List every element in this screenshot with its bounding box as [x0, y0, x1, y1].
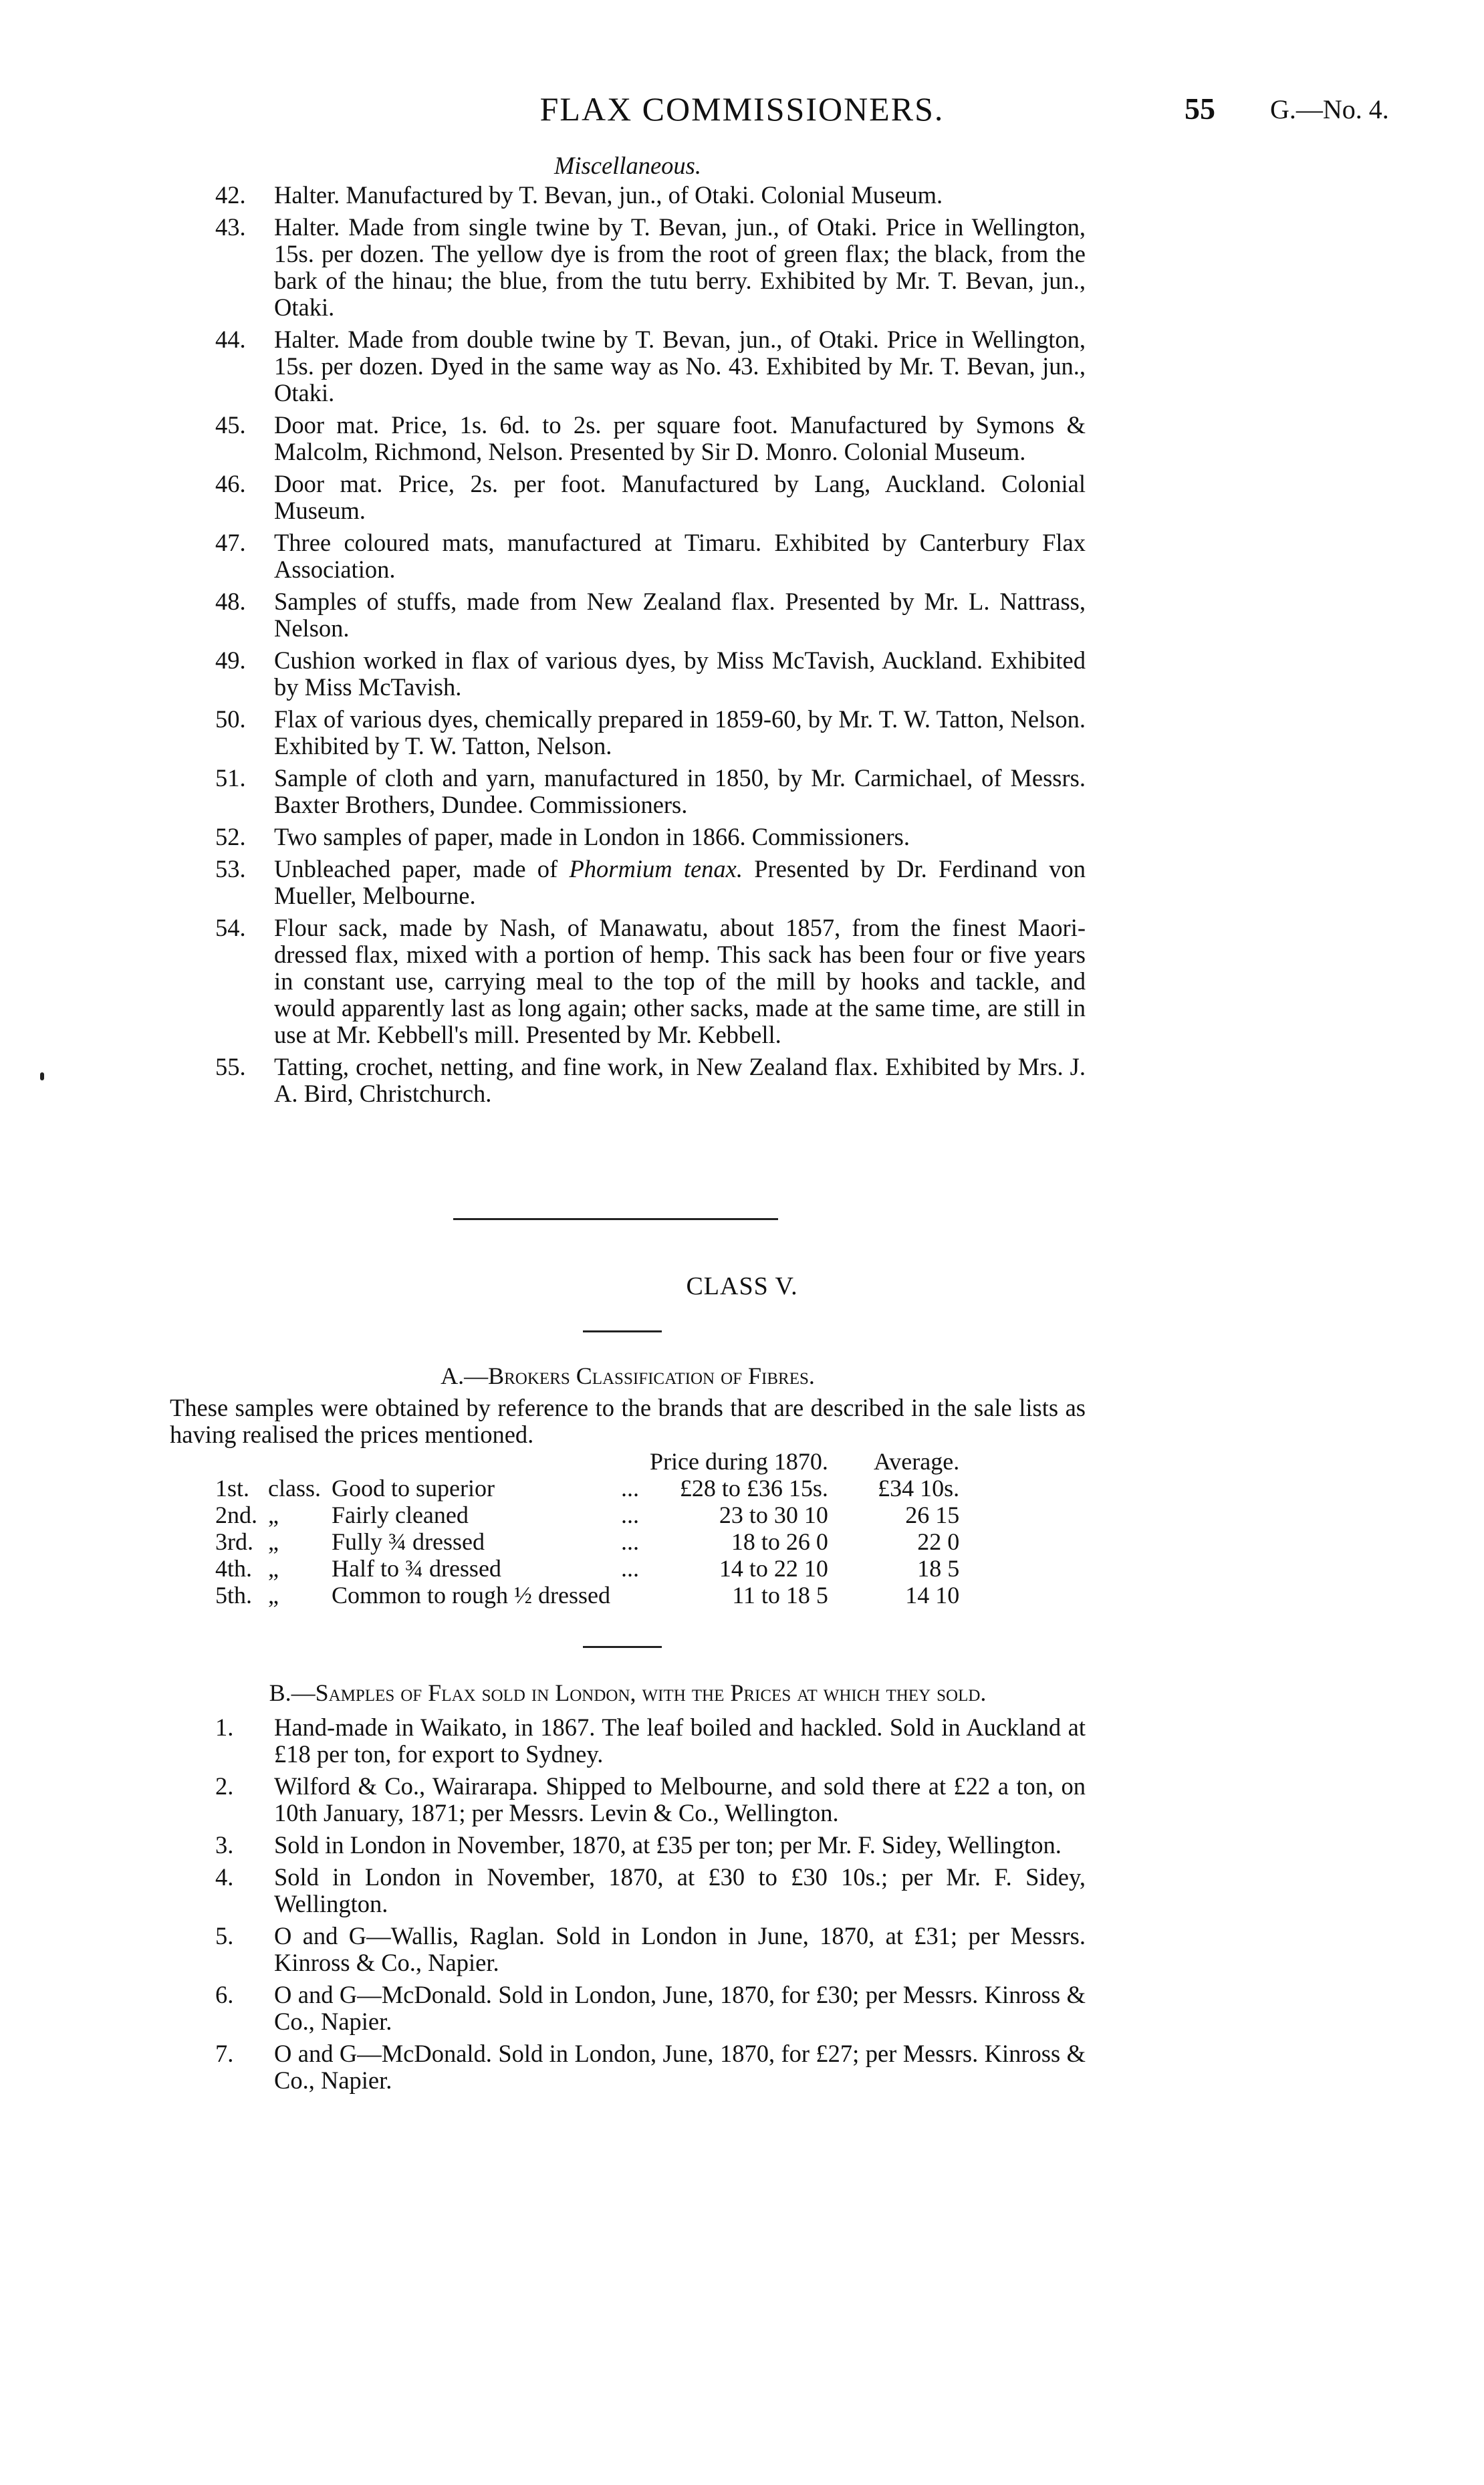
table-row: 5th. „ Common to rough ½ dressed 11 to 18 5 14 10 — [215, 1582, 960, 1609]
table-row: 4th. „ Half to ¾ dressed ... 14 to 22 10 18 5 — [215, 1555, 960, 1582]
list-item: 48. Samples of stuffs, made from New Zealand flax. Presented by Mr. L. Nattrass, Nelson. — [215, 588, 1086, 642]
section-a — [170, 1363, 1086, 1609]
price-column-header: Price during 1870. — [649, 1448, 828, 1475]
table-row: 3rd. „ Fully ¾ dressed ... 18 to 26 0 22 0 — [215, 1528, 960, 1555]
list-item: 1. Hand-made in Waikato, in 1867. The leaf boiled and hackled. Sold in Auckland at £18 per ton, for export to Sydney. — [215, 1713, 1086, 1768]
list-item: 49. Cushion worked in flax of various dyes, by Miss McTavish, Auckland. Exhibited by Miss McTavish. — [215, 646, 1086, 701]
section-b-list — [170, 1714, 1086, 2094]
list-item: 45. Door mat. Price, 1s. 6d. to 2s. per square foot. Manufactured by Symons & Malcolm, Richmond, Nelson. Presented by Sir D. Monro. Colonial Museum. — [215, 411, 1086, 465]
misc-section — [170, 152, 1086, 1112]
list-item: 2. Wilford & Co., Wairarapa. Shipped to Melbourne, and sold there at £22 a ton, on 10th January, 1871; per Messrs. Levin & Co., Wellington. — [215, 1772, 1086, 1826]
list-item: 52. Two samples of paper, made in London in 1866. Commissioners. — [215, 823, 910, 850]
list-item: 50. Flax of various dyes, chemically prepared in 1859-60, by Mr. T. W. Tatton, Nelson. Exhibited by T. W. Tatton, Nelson. — [215, 705, 1086, 759]
class-underline — [583, 1330, 662, 1332]
section-b — [170, 1679, 1086, 2099]
list-item: 51. Sample of cloth and yarn, manufactured in 1850, by Mr. Carmichael, of Messrs. Baxter Brothers, Dundee. Commissioners. — [215, 764, 1086, 818]
table-divider — [583, 1646, 662, 1648]
table-row: 2nd. „ Fairly cleaned ... 23 to 30 10 26 15 — [215, 1502, 960, 1528]
list-item: 44. Halter. Made from double twine by T. Bevan, jun., of Otaki. Price in Wellington, 15s. per dozen. Dyed in the same way as No. 43. Exhibited by Mr. T. Bevan, jun., Otaki. — [215, 326, 1086, 406]
list-item: 6. O and G—McDonald. Sold in London, June, 1870, for £30; per Messrs. Kinross & Co., Napier. — [215, 1981, 1086, 2035]
class-title: CLASS V. — [686, 1272, 798, 1300]
list-item: 7. O and G—McDonald. Sold in London, June, 1870, for £27; per Messrs. Kinross & Co., Napier. — [215, 2040, 1086, 2094]
grades-header-row — [210, 1448, 965, 1475]
document-reference: G.—No. 4. — [1270, 94, 1389, 124]
list-item: 47. Three coloured mats, manufactured at Timaru. Exhibited by Canterbury Flax Association. — [215, 529, 1086, 583]
page-number: 55 — [1185, 92, 1215, 126]
stray-ink-mark — [40, 1072, 44, 1080]
misc-heading: Miscellaneous. — [554, 152, 701, 179]
grades-table — [210, 1448, 965, 1609]
table-row: 1st. class. Good to superior ... £28 to £36 15s. £34 10s. — [215, 1475, 960, 1502]
section-divider — [453, 1218, 778, 1220]
misc-list — [170, 182, 1086, 1107]
section-b-heading: B.—Samples of Flax sold in London, with the Prices at which they sold. — [269, 1679, 987, 1706]
list-item: 42. Halter. Manufactured by T. Bevan, jun., of Otaki. Colonial Museum. — [215, 181, 943, 209]
list-item: 43. Halter. Made from single twine by T. Bevan, jun., of Otaki. Price in Wellington, 15s. per dozen. The yellow dye is from the root of green flax; the black, from the bark of the hinau; the blue, from the tutu berry. Exhibited by Mr. T. Bevan, jun., Otaki. — [215, 213, 1086, 321]
section-a-heading: A.—Brokers Classification of Fibres. — [441, 1363, 815, 1389]
list-item: 53. Unbleached paper, made of Phormium tenax. Presented by Dr. Ferdinand von Mueller, Melbourne. — [215, 855, 1086, 909]
list-item: 54. Flour sack, made by Nash, of Manawatu, about 1857, from the finest Maori-dressed flax, mixed with a portion of hemp. This sack has been four or five years in constant use, carrying meal to the top of the mill by hooks and tackle, and would apparently last as long again; other sacks, made at the same time, are still in use at Mr. Kebbell's mill. Presented by Mr. Kebbell. — [215, 914, 1086, 1048]
average-column-header: Average. — [873, 1448, 960, 1475]
section-a-intro: These samples were obtained by reference to the brands that are described in the sale lists as having realised the prices mentioned. — [170, 1394, 1086, 1448]
list-item: 46. Door mat. Price, 2s. per foot. Manufactured by Lang, Auckland. Colonial Museum. — [215, 470, 1086, 524]
running-title: FLAX COMMISSIONERS. — [539, 90, 945, 128]
list-item: 5. O and G—Wallis, Raglan. Sold in London in June, 1870, at £31; per Messrs. Kinross & Co., Napier. — [215, 1922, 1086, 1976]
list-item: 3. Sold in London in November, 1870, at £35 per ton; per Mr. F. Sidey, Wellington. — [215, 1831, 1062, 1859]
list-item: 55. Tatting, crochet, netting, and fine work, in New Zealand flax. Exhibited by Mrs. J. A. Bird, Christchurch. — [215, 1053, 1086, 1107]
list-item: 4. Sold in London in November, 1870, at £30 to £30 10s.; per Mr. F. Sidey, Wellington. — [215, 1863, 1086, 1917]
